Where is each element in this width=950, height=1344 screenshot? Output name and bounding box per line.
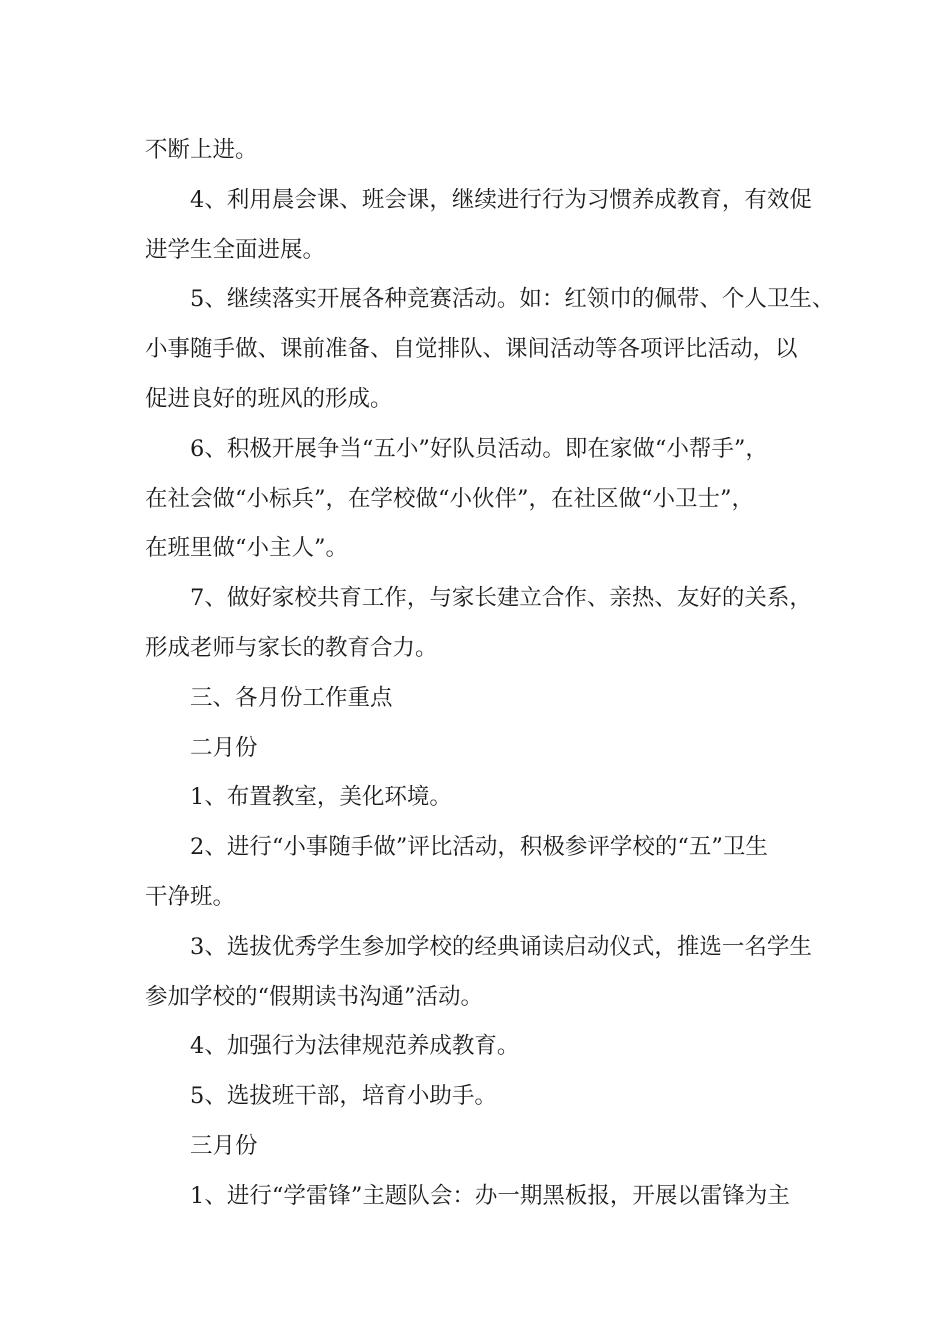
- text-line: 在班里做“小主人”。: [145, 535, 349, 562]
- text-line: 4、加强行为法律规范养成教育。: [190, 1033, 520, 1060]
- text-line: 不断上进。: [145, 137, 258, 163]
- text-line: 进学生全面进展。: [145, 236, 326, 263]
- month-heading: 二月份: [190, 734, 258, 761]
- text-line: 干净班。: [145, 883, 236, 910]
- text-line: 7、做好家校共育工作，与家长建立合作、亲热、友好的关系，: [190, 585, 812, 612]
- text-line: 1、进行“学雷锋”主题队会：办一期黑板报，开展以雷锋为主: [190, 1182, 790, 1209]
- text-line: 4、利用晨会课、班会课，继续进行行为习惯养成教育，有效促: [190, 186, 812, 213]
- text-line: 参加学校的“假期读书沟通”活动。: [145, 983, 484, 1010]
- text-line: 5、继续落实开展各种竞赛活动。如：红领巾的佩带、个人卫生、: [190, 286, 835, 313]
- text-line: 1、布置教室，美化环境。: [190, 784, 452, 811]
- text-line: 5、选拔班干部，培育小助手。: [190, 1083, 497, 1110]
- text-line: 在社会做“小标兵”，在学校做“小伙伴”，在社区做“小卫士”，: [145, 485, 755, 512]
- text-line: 形成老师与家长的教育合力。: [145, 634, 438, 661]
- text-line: 3、选拔优秀学生参加学校的经典诵读启动仪式，推选一名学生: [190, 933, 812, 960]
- text-line: 6、积极开展争当“五小”好队员活动。即在家做“小帮手”，: [190, 435, 768, 462]
- text-line: 促进良好的班风的形成。: [145, 385, 393, 412]
- section-heading: 三、各月份工作重点: [190, 684, 393, 711]
- text-line: 2、进行“小事随手做”评比活动，积极参评学校的“五”卫生: [190, 834, 768, 861]
- document-body: [145, 126, 835, 1222]
- month-heading: 三月份: [190, 1132, 258, 1159]
- text-line: 小事随手做、课前准备、自觉排队、课间活动等各项评比活动，以: [145, 336, 798, 363]
